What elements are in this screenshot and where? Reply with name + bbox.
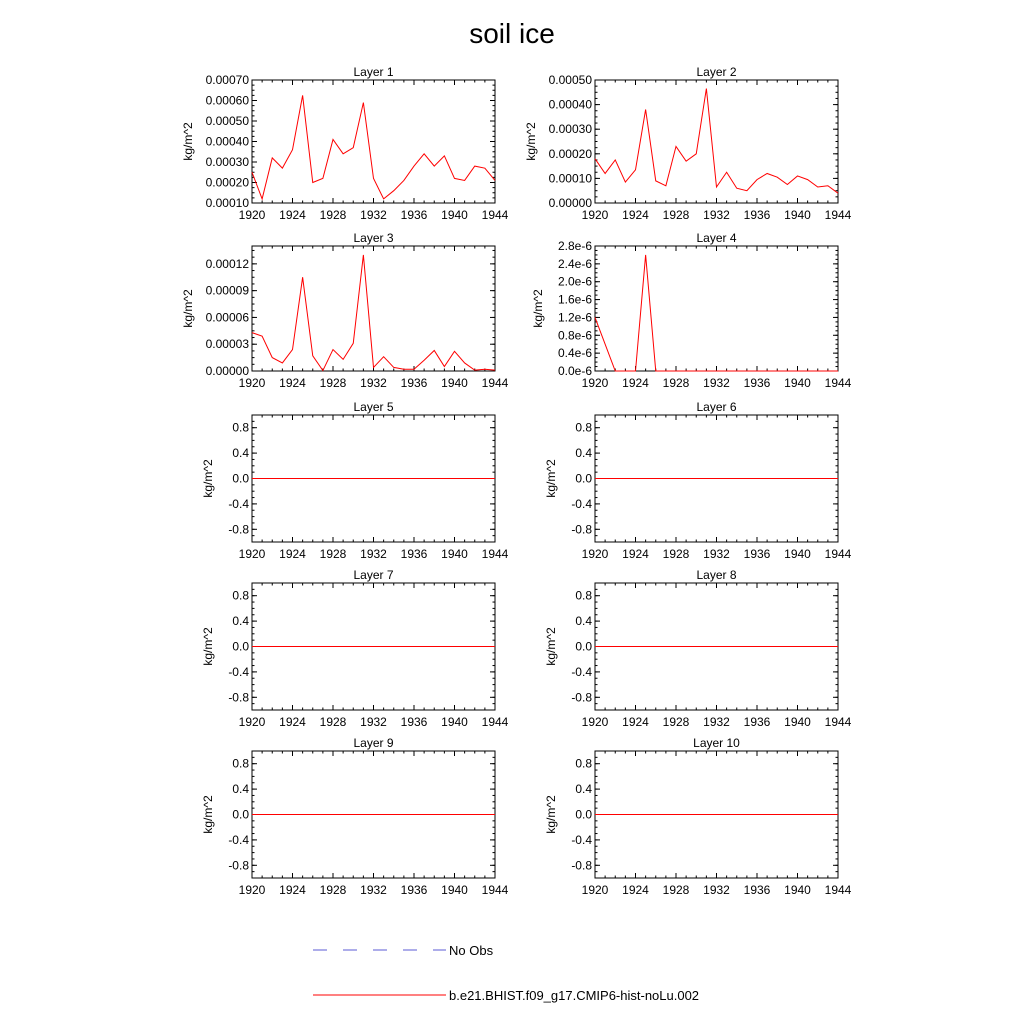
x-tick-label: 1932 <box>360 715 387 729</box>
plot-frame <box>252 246 495 371</box>
y-tick-label: 0.00010 <box>548 171 592 186</box>
x-tick-label: 1932 <box>360 547 387 561</box>
y-tick-label: 0.00050 <box>205 114 249 128</box>
y-tick-label: 0.4 <box>232 446 249 461</box>
y-tick-label: 2.4e-6 <box>557 256 592 271</box>
panel-title: Layer 9 <box>353 736 394 750</box>
y-axis-label: kg/m^2 <box>544 459 559 498</box>
x-tick-label: 1944 <box>481 547 509 561</box>
y-tick-label: 0.0 <box>232 471 249 486</box>
x-tick-label: 1932 <box>703 715 730 729</box>
y-tick-label: 0.00003 <box>205 337 249 352</box>
y-tick-label: -0.8 <box>228 690 249 705</box>
panel-layer-4 <box>531 231 852 390</box>
x-tick-label: 1944 <box>824 376 852 390</box>
x-tick-label: 1920 <box>581 376 609 390</box>
y-tick-label: 0.0 <box>232 639 249 654</box>
panel-layer-6 <box>544 400 851 561</box>
x-tick-label: 1944 <box>481 376 509 390</box>
x-tick-label: 1920 <box>581 547 609 561</box>
x-tick-label: 1940 <box>784 208 811 222</box>
y-tick-label: 0.8 <box>575 588 592 603</box>
y-tick-label: 0.00012 <box>205 256 249 271</box>
y-tick-label: 0.8 <box>575 420 592 435</box>
series-line <box>595 255 838 371</box>
x-tick-label: 1932 <box>360 883 387 897</box>
x-tick-label: 1932 <box>360 208 387 222</box>
y-tick-label: 0.4 <box>575 614 592 629</box>
y-axis-label: kg/m^2 <box>201 795 216 834</box>
y-tick-label: 1.6e-6 <box>557 292 592 307</box>
y-tick-label: 0.00070 <box>205 73 249 87</box>
y-tick-label: -0.8 <box>571 522 592 537</box>
x-tick-label: 1944 <box>824 715 852 729</box>
y-tick-label: 2.8e-6 <box>557 239 592 253</box>
x-tick-label: 1924 <box>622 547 649 561</box>
y-tick-label: 2.0e-6 <box>557 274 592 289</box>
y-tick-label: 0.8 <box>232 588 249 603</box>
y-tick-label: 0.4e-6 <box>557 346 592 361</box>
y-axis-label: kg/m^2 <box>530 289 545 328</box>
x-tick-label: 1936 <box>743 547 771 561</box>
plot-frame <box>595 246 838 371</box>
y-tick-label: 0.00060 <box>205 93 249 108</box>
x-tick-label: 1940 <box>784 376 811 390</box>
x-tick-label: 1936 <box>400 208 428 222</box>
y-tick-label: -0.4 <box>228 832 249 847</box>
x-tick-label: 1920 <box>238 883 266 897</box>
legend <box>313 943 699 1003</box>
x-tick-label: 1944 <box>481 883 509 897</box>
x-tick-label: 1928 <box>319 208 347 222</box>
x-tick-label: 1928 <box>319 715 347 729</box>
y-tick-label: 0.00040 <box>205 134 249 149</box>
y-tick-label: 0.0 <box>575 639 592 654</box>
y-tick-label: -0.4 <box>228 664 249 679</box>
x-tick-label: 1924 <box>279 547 306 561</box>
y-tick-label: 0.4 <box>232 614 249 629</box>
panel-layer-10 <box>544 736 851 897</box>
x-tick-label: 1936 <box>400 883 428 897</box>
x-tick-label: 1936 <box>743 208 771 222</box>
x-tick-label: 1932 <box>703 883 730 897</box>
x-tick-label: 1920 <box>238 376 266 390</box>
y-tick-label: 0.8 <box>575 756 592 771</box>
x-tick-label: 1940 <box>784 547 811 561</box>
x-tick-label: 1920 <box>238 208 266 222</box>
x-tick-label: 1932 <box>703 208 730 222</box>
x-tick-label: 1940 <box>441 547 468 561</box>
x-tick-label: 1928 <box>662 376 690 390</box>
y-tick-label: 0.0 <box>575 807 592 822</box>
panel-title: Layer 1 <box>353 65 394 79</box>
y-tick-label: 0.00009 <box>205 283 249 298</box>
x-tick-label: 1924 <box>279 883 306 897</box>
y-axis-label: kg/m^2 <box>201 459 216 498</box>
y-tick-label: 0.00020 <box>548 146 592 161</box>
x-tick-label: 1936 <box>400 376 428 390</box>
y-tick-label: -0.4 <box>571 496 592 511</box>
x-tick-label: 1924 <box>622 208 649 222</box>
y-tick-label: 0.4 <box>575 446 592 461</box>
y-tick-label: 0.00020 <box>205 175 249 190</box>
x-tick-label: 1920 <box>238 547 266 561</box>
y-tick-label: -0.8 <box>228 858 249 873</box>
y-tick-label: 1.2e-6 <box>557 310 592 325</box>
y-tick-label: 0.4 <box>232 782 249 797</box>
panel-title: Layer 4 <box>696 231 737 245</box>
panel-grid <box>181 65 852 897</box>
x-tick-label: 1924 <box>279 715 306 729</box>
legend-entry-no-obs <box>313 943 494 958</box>
panel-layer-8 <box>544 568 851 729</box>
series-line <box>252 95 495 199</box>
series-line <box>252 255 495 371</box>
y-axis-label: kg/m^2 <box>181 122 196 161</box>
x-tick-label: 1932 <box>360 376 387 390</box>
y-tick-label: 0.8e-6 <box>557 328 592 343</box>
x-tick-label: 1924 <box>622 883 649 897</box>
panel-title: Layer 6 <box>696 400 737 414</box>
x-tick-label: 1920 <box>581 883 609 897</box>
y-tick-label: -0.8 <box>571 690 592 705</box>
y-tick-label: 0.8 <box>232 756 249 771</box>
x-tick-label: 1944 <box>481 208 509 222</box>
x-tick-label: 1928 <box>662 715 690 729</box>
x-tick-label: 1936 <box>400 715 428 729</box>
y-tick-label: -0.8 <box>571 858 592 873</box>
x-tick-label: 1928 <box>662 883 690 897</box>
panel-layer-7 <box>201 568 508 729</box>
x-tick-label: 1936 <box>743 376 771 390</box>
x-tick-label: 1932 <box>703 547 730 561</box>
y-tick-label: 0.00050 <box>548 73 592 87</box>
x-tick-label: 1940 <box>784 883 811 897</box>
x-tick-label: 1924 <box>279 208 306 222</box>
x-tick-label: 1944 <box>824 208 852 222</box>
panel-layer-5 <box>201 400 508 561</box>
x-tick-label: 1920 <box>581 715 609 729</box>
y-tick-label: 0.00030 <box>548 122 592 137</box>
x-tick-label: 1936 <box>743 715 771 729</box>
y-axis-label: kg/m^2 <box>524 122 539 161</box>
x-tick-label: 1940 <box>441 883 468 897</box>
panel-title: Layer 2 <box>696 65 737 79</box>
x-tick-label: 1944 <box>824 883 852 897</box>
x-tick-label: 1920 <box>581 208 609 222</box>
legend-label: b.e21.BHIST.f09_g17.CMIP6-hist-noLu.002 <box>449 988 700 1003</box>
x-tick-label: 1936 <box>743 883 771 897</box>
x-tick-label: 1932 <box>703 376 730 390</box>
x-tick-label: 1924 <box>622 376 649 390</box>
y-tick-label: 0.4 <box>575 782 592 797</box>
y-tick-label: 0.00006 <box>205 310 249 325</box>
y-tick-label: 0.0e-6 <box>557 364 592 378</box>
y-axis-label: kg/m^2 <box>544 795 559 834</box>
y-tick-label: 0.00000 <box>205 364 249 378</box>
x-tick-label: 1940 <box>784 715 811 729</box>
x-tick-label: 1928 <box>662 208 690 222</box>
y-tick-label: -0.4 <box>571 832 592 847</box>
y-tick-label: 0.0 <box>232 807 249 822</box>
panel-layer-3 <box>181 231 509 390</box>
y-axis-label: kg/m^2 <box>181 289 196 328</box>
legend-entry-series <box>313 988 699 1003</box>
x-tick-label: 1924 <box>622 715 649 729</box>
panel-title: Layer 7 <box>353 568 394 582</box>
x-tick-label: 1940 <box>441 208 468 222</box>
panel-layer-9 <box>201 736 508 897</box>
y-tick-label: 0.8 <box>232 420 249 435</box>
x-tick-label: 1944 <box>481 715 509 729</box>
y-tick-label: -0.4 <box>228 496 249 511</box>
panel-title: Layer 5 <box>353 400 394 414</box>
x-tick-label: 1940 <box>441 376 468 390</box>
x-tick-label: 1928 <box>319 547 347 561</box>
x-tick-label: 1928 <box>662 547 690 561</box>
x-tick-label: 1920 <box>238 715 266 729</box>
x-tick-label: 1936 <box>400 547 428 561</box>
x-tick-label: 1944 <box>824 547 852 561</box>
legend-label: No Obs <box>449 943 494 958</box>
y-axis-label: kg/m^2 <box>544 627 559 666</box>
x-tick-label: 1928 <box>319 883 347 897</box>
y-tick-label: 0.00010 <box>205 196 249 210</box>
x-tick-label: 1924 <box>279 376 306 390</box>
series-line <box>595 89 838 194</box>
y-tick-label: 0.00040 <box>548 97 592 112</box>
y-tick-label: -0.4 <box>571 664 592 679</box>
x-tick-label: 1928 <box>319 376 347 390</box>
panel-title: Layer 10 <box>693 736 740 750</box>
y-tick-label: 0.00030 <box>205 155 249 169</box>
y-tick-label: 0.0 <box>575 471 592 486</box>
y-tick-label: 0.00000 <box>548 196 592 210</box>
y-axis-label: kg/m^2 <box>201 627 216 666</box>
panel-layer-2 <box>524 65 852 222</box>
y-tick-label: -0.8 <box>228 522 249 537</box>
panel-title: Layer 3 <box>353 231 394 245</box>
plot-frame <box>252 80 495 203</box>
panel-title: Layer 8 <box>696 568 737 582</box>
chart-title: soil ice <box>469 18 555 49</box>
panel-layer-1 <box>181 65 509 222</box>
x-tick-label: 1940 <box>441 715 468 729</box>
